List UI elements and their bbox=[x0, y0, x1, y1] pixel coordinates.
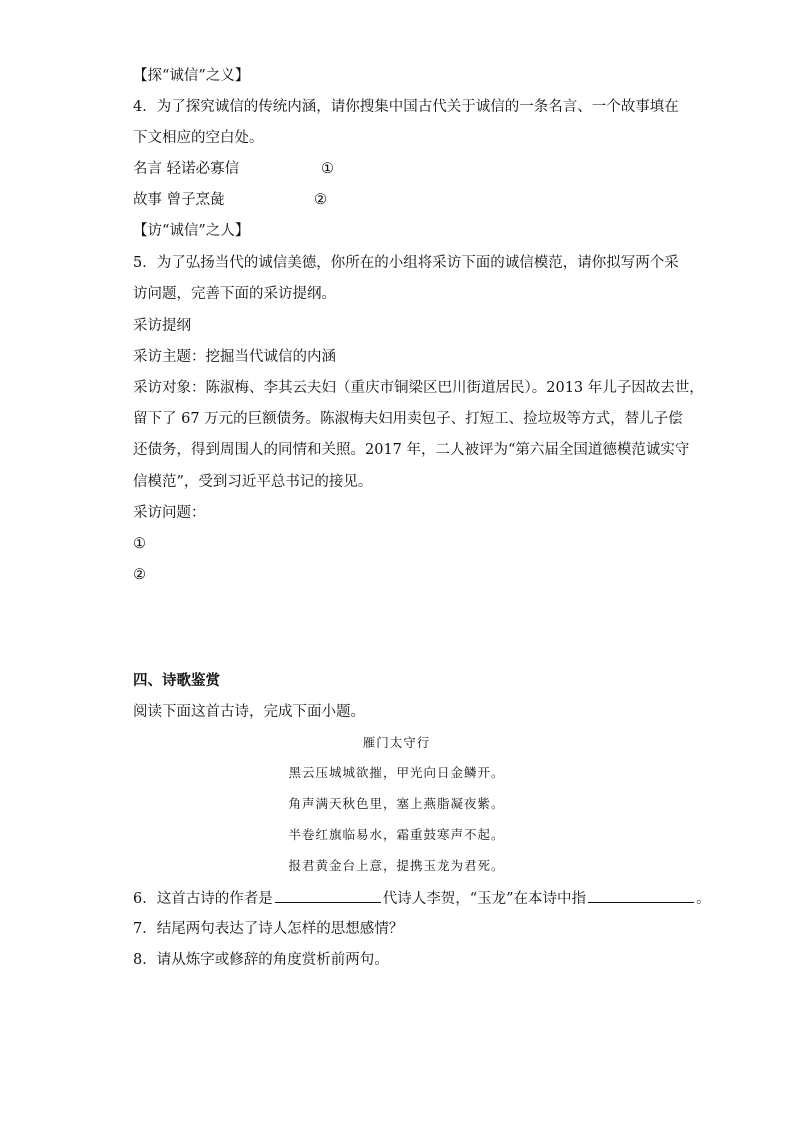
poetry-instruction: 阅读下面这首古诗，完成下面小题。 bbox=[133, 704, 365, 720]
poem-title: 雁门太守行 bbox=[362, 735, 431, 750]
q5-prompt-line1: 5．为了弘扬当代的诚信美德，你所在的小组将采访下面的诚信模范，请你拟写两个采 bbox=[133, 255, 679, 271]
q6-text-part1: 6．这首古诗的作者是 bbox=[133, 891, 273, 907]
interview-theme: 采访主题：挖掘当代诚信的内涵 bbox=[133, 349, 336, 365]
section-heading-meaning: 【探“诚信”之义】 bbox=[133, 68, 250, 84]
interview-object-line1: 采访对象：陈淑梅、李其云夫妇（重庆市铜梁区巴川街道居民）。2013 年儿子因故去世， bbox=[133, 380, 704, 396]
section-heading-poetry: 四、诗歌鉴赏 bbox=[133, 672, 220, 689]
q6-row bbox=[133, 888, 711, 909]
interview-object-line4: 信模范”，受到习近平总书记的接见。 bbox=[133, 474, 373, 490]
poem-line-1: 黑云压城城欲摧，甲光向日金鳞开。 bbox=[288, 765, 505, 780]
q4-prompt-line2: 下文相应的空白处。 bbox=[133, 130, 264, 146]
q5-prompt-line2: 访问题，完善下面的采访提纲。 bbox=[133, 286, 336, 302]
poem-line-2: 角声满天秋色里，塞上燕脂凝夜紫。 bbox=[288, 796, 505, 811]
q7-text: 7．结尾两句表达了诗人怎样的思想感情？ bbox=[133, 921, 404, 937]
interview-questions-label: 采访问题： bbox=[133, 505, 206, 521]
q4-prompt-line1: 4．为了探究诚信的传统内涵，请你搜集中国古代关于诚信的一条名言、一个故事填在 bbox=[133, 99, 679, 115]
interview-object-line3: 还债务，得到周围人的同情和关照。2017 年，二人被评为“第六届全国道德模范诚实守 bbox=[133, 442, 690, 458]
story-label: 故事 曾子烹彘 bbox=[133, 192, 225, 208]
outline-title: 采访提纲 bbox=[133, 318, 191, 334]
q6-author-dynasty-blank[interactable] bbox=[275, 888, 381, 903]
q6-jade-dragon-blank[interactable] bbox=[588, 888, 694, 903]
poem-line-4: 报君黄金台上意，提携玉龙为君死。 bbox=[288, 858, 505, 873]
interview-question-2-marker: ② bbox=[133, 567, 146, 583]
motto-answer-marker: ① bbox=[321, 161, 334, 177]
interview-object-line2: 留下了 67 万元的巨额债务。陈淑梅夫妇用卖包子、打短工、捡垃圾等方式，替儿子偿 bbox=[133, 411, 683, 427]
section-heading-interview: 【访“诚信”之人】 bbox=[133, 223, 250, 239]
story-answer-marker: ② bbox=[314, 192, 327, 208]
q6-text-part2: 代诗人李贺，“玉龙”在本诗中指 bbox=[382, 891, 587, 907]
poem-line-3: 半卷红旗临易水，霜重鼓寒声不起。 bbox=[288, 827, 505, 842]
motto-label: 名言 轻诺必寡信 bbox=[133, 161, 240, 177]
q6-text-part3: 。 bbox=[696, 891, 711, 907]
q8-text: 8．请从炼字或修辞的角度赏析前两句。 bbox=[133, 952, 389, 968]
interview-question-1-marker: ① bbox=[133, 536, 146, 552]
q4-story-row bbox=[133, 190, 327, 210]
q4-motto-row bbox=[133, 159, 334, 179]
